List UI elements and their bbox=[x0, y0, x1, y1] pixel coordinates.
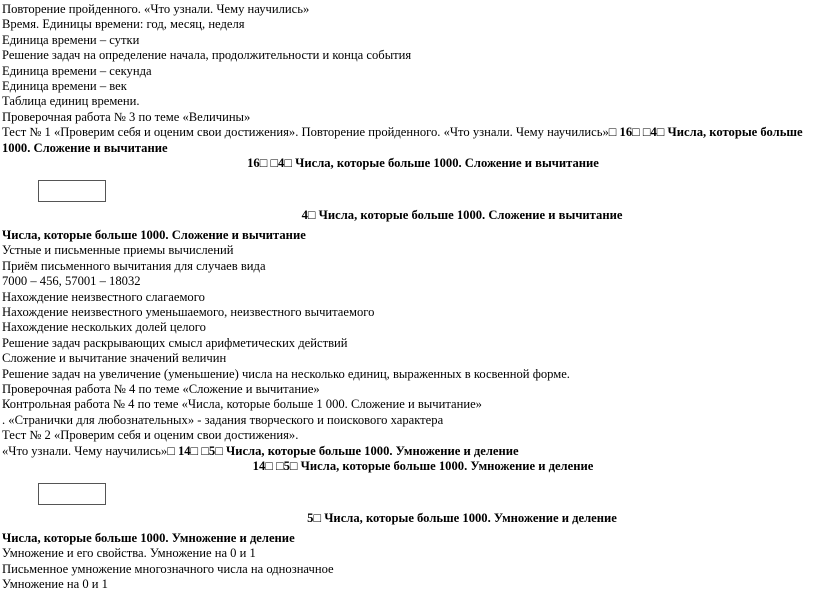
text-line: Письменное умножение многозначного числа на однозначное bbox=[2, 561, 334, 576]
text-line: Проверочная работа № 3 по теме «Величины» bbox=[2, 109, 251, 124]
text-line: Умножение на 0 и 1 bbox=[2, 577, 108, 591]
text-line: Тест № 2 «Проверим себя и оценим свои достижения». bbox=[2, 428, 299, 443]
test1-bold-heading: 16□ □4□ Числа, которые больше 1000. Сложение и вычитание bbox=[2, 125, 803, 155]
section1-heading-sub: 4□ Числа, которые больше 1000. Сложение и вычитание bbox=[301, 208, 623, 223]
text-line: Время. Единицы времени: год, месяц, неделя bbox=[2, 17, 245, 32]
text-line: Единица времени – век bbox=[2, 79, 127, 94]
text-line: Повторение пройденного. «Что узнали. Чему научились» bbox=[2, 2, 310, 16]
text-line: Нахождение нескольких долей целого bbox=[2, 320, 206, 335]
text-line: Нахождение неизвестного слагаемого bbox=[2, 289, 205, 304]
text-line: Проверочная работа № 4 по теме «Сложение и вычитание» bbox=[2, 381, 320, 396]
text-line: Умножение и его свойства. Умножение на 0 и 1 bbox=[2, 546, 256, 561]
square-marker: □ bbox=[167, 443, 175, 458]
text-line: Решение задач раскрывающих смысл арифметических действий bbox=[2, 335, 348, 350]
text-line: Нахождение неизвестного уменьшаемого, неизвестного вычитаемого bbox=[2, 304, 375, 319]
text-line: 7000 – 456, 57001 – 18032 bbox=[2, 274, 141, 289]
document-body bbox=[2, 2, 814, 592]
review2-bold-heading: 14□ □5□ Числа, которые больше 1000. Умножение и деление bbox=[174, 443, 519, 458]
empty-box bbox=[38, 483, 106, 505]
review2-line bbox=[2, 444, 814, 459]
test1-text: Тест № 1 «Проверим себя и оценим свои достижения». Повторение пройденного. «Что узнали. Чему научились» bbox=[2, 125, 609, 140]
text-line: Единица времени – сутки bbox=[2, 32, 140, 47]
text-line: Сложение и вычитание значений величин bbox=[2, 351, 227, 366]
section2-heading-sub: 5□ Числа, которые больше 1000. Умножение и деление bbox=[307, 511, 617, 526]
text-line: Решение задач на увеличение (уменьшение) числа на несколько единиц, выраженных в косвенной форме. bbox=[2, 366, 570, 381]
text-line: Единица времени – секунда bbox=[2, 63, 152, 78]
section2-heading-center: 14□ □5□ Числа, которые больше 1000. Умножение и деление bbox=[252, 458, 594, 473]
test1-line bbox=[2, 125, 814, 156]
review2-text: «Что узнали. Чему научились» bbox=[2, 443, 168, 458]
square-marker: □ bbox=[608, 125, 617, 140]
section2-heading-left: Числа, которые больше 1000. Умножение и деление bbox=[2, 530, 295, 545]
text-line: Таблица единиц времени. bbox=[2, 94, 140, 109]
section1-heading-center: 16□ □4□ Числа, которые больше 1000. Сложение и вычитание bbox=[247, 156, 599, 171]
text-line: Контрольная работа № 4 по теме «Числа, которые больше 1 000. Сложение и вычитание» bbox=[2, 397, 482, 412]
text-line: Устные и письменные приемы вычислений bbox=[2, 243, 234, 258]
empty-box bbox=[38, 180, 106, 202]
text-line: Приём письменного вычитания для случаев вида bbox=[2, 258, 266, 273]
text-line: Решение задач на определение начала, продолжительности и конца события bbox=[2, 48, 412, 63]
text-line: . «Странички для любознательных» - задания творческого и поискового характера bbox=[2, 412, 444, 427]
section1-heading-left: Числа, которые больше 1000. Сложение и вычитание bbox=[2, 227, 306, 242]
